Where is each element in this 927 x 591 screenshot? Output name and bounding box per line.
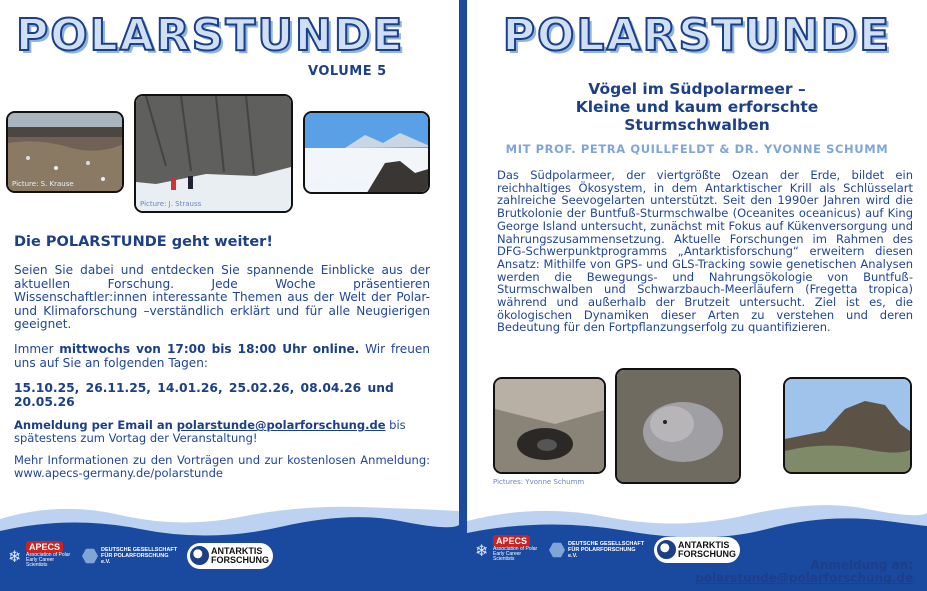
antarktis-logo-text: ANTARKTIS FORSCHUNG xyxy=(678,540,736,559)
apecs-logo xyxy=(475,535,541,565)
talk-title-line: Vögel im Südpolarmeer – xyxy=(588,80,806,98)
photo-caption: Picture: S. Krause xyxy=(12,180,74,188)
apecs-badge: APECS xyxy=(493,535,530,547)
snowflake-icon: ❄ xyxy=(475,541,489,560)
talk-title-line: Sturmschwalben xyxy=(624,116,770,134)
antarktis-logo xyxy=(187,543,273,569)
more-info-paragraph: Mehr Informationen zu den Vorträgen und zur kostenlosen Anmeldung: www.apecs-germany.de/polarstunde xyxy=(14,453,430,480)
event-dates: 15.10.25, 26.11.25, 14.01.26, 25.02.26, 08.04.26 und 20.05.26 xyxy=(14,381,394,409)
apecs-logo xyxy=(8,541,74,571)
registration-email-link[interactable]: polarstunde@polarforschung.de xyxy=(176,418,386,432)
decorative-wave xyxy=(0,481,459,591)
registration-label: Anmeldung an: xyxy=(810,558,913,572)
photo-antarctic xyxy=(303,111,430,194)
photo-caption: Picture: J. Strauss xyxy=(140,200,202,208)
section-heading: Die POLARSTUNDE geht weiter! xyxy=(14,234,273,250)
schedule-paragraph xyxy=(14,343,430,370)
antarktis-logo-text: ANTARKTIS FORSCHUNG xyxy=(211,546,269,565)
event-datetime xyxy=(818,480,915,506)
dgp-logo-text: DEUTSCHE GESELLSCHAFT FÜR POLARFORSCHUNG e.V. xyxy=(568,541,645,559)
talk-title xyxy=(467,80,927,134)
nest-photo-icon xyxy=(495,379,606,474)
photo-credit: Pictures: Yvonne Schumm xyxy=(493,478,585,486)
apecs-badge: APECS xyxy=(26,541,63,553)
globe-icon xyxy=(190,546,209,565)
right-title: POLARSTUNDE xyxy=(502,10,892,61)
photo-tundra xyxy=(6,111,124,193)
talk-abstract: Das Südpolarmeer, der viertgrößte Ozean der Erde, bildet ein reichhaltiges Ökosystem, in dem Antarktischer Krill als Schlüsselart zahlreiche Seevogelarten unterstützt. Seit den 1990er Jahren wird die Brutkolonie der Buntfuß-Sturmschwalbe (Oceanites oceanicus) auf King George Island untersucht, zunächst mit Fokus auf Kükenversorgung und Nahrungszusammensetzung. Aktuelle Forschungen im Rahmen des DFG-Schwerpunktprogramms „Antarktisforschung“ erweitern diesen Ansatz: Mithilfe von GPS- und GLS-Tracking sowie genetischen Analysen werden die Bewegungs- und Nahrungsökologie von Buntfuß-Sturmschwalben und Schwarzbauch-Meerläufern (Fregetta tropica) während und außerhalb der Brutzeit untersucht. Ziel ist es, die ökologischen Dynamiken dieser Arten zu verstehen und deren Bedeutung für den Fortpflanzungserfolg zu quantifizieren. xyxy=(497,168,913,335)
schedule-time: mittwochs von 17:00 bis 18:00 Uhr online. xyxy=(59,342,360,356)
volume-label: VOLUME 5 xyxy=(308,64,387,79)
intro-paragraph: Seien Sie dabei und entdecken Sie spannende Einblicke aus der aktuellen Forschung. Jede Woche präsentieren Wissenschaftler:innen interessante Themen aus der Welt der Polar- und Klimaforschung –verständlich erklärt und für alle Neugierigen geeignet. xyxy=(14,263,430,332)
photo-chick xyxy=(615,368,741,484)
hexagon-icon xyxy=(549,542,565,558)
talk-title-line: Kleine und kaum erforschte xyxy=(575,98,819,116)
event-date: Mi, 15.10.2025 xyxy=(818,479,915,493)
photo-mountain xyxy=(783,377,912,474)
photo-cliff xyxy=(134,94,293,213)
chick-photo-icon xyxy=(617,370,741,484)
dgp-logo xyxy=(82,547,179,565)
globe-icon xyxy=(657,540,676,559)
registration-paragraph xyxy=(14,419,430,445)
speakers-line: MIT PROF. PETRA QUILLFELDT & DR. YVONNE SCHUMM xyxy=(505,142,889,156)
photo-caption: Picture: C. Bubbe xyxy=(309,181,370,189)
right-flyer-page xyxy=(467,0,927,591)
page-divider xyxy=(459,0,467,591)
partner-logos xyxy=(8,541,273,571)
schedule-prefix: Immer xyxy=(14,342,60,356)
registration-label: Anmeldung per Email an xyxy=(14,418,177,432)
dgp-logo xyxy=(549,541,646,559)
apecs-subtitle: Association of Polar Early Career Scientists xyxy=(493,546,538,562)
event-time: 17:00 - 18:00 xyxy=(829,492,915,506)
dgp-logo-text: DEUTSCHE GESELLSCHAFT FÜR POLARFORSCHUNG e.V. xyxy=(101,547,178,565)
registration-footer xyxy=(695,559,913,585)
registration-email-link[interactable]: polarstunde@polarforschung.de xyxy=(695,571,913,585)
registration-suffix: bis spätestens zum Vortag der Veranstaltung! xyxy=(14,418,406,445)
snowflake-icon: ❄ xyxy=(8,547,22,566)
mountain-photo-icon xyxy=(785,379,912,474)
left-flyer-page xyxy=(0,0,459,591)
hexagon-icon xyxy=(82,548,98,564)
cliff-photo-icon xyxy=(136,96,293,213)
left-title: POLARSTUNDE xyxy=(16,10,405,61)
photo-nest xyxy=(493,377,606,474)
schedule-suffix: Wir freuen uns auf Sie an folgenden Tagen: xyxy=(14,342,430,370)
apecs-subtitle: Association of Polar Early Career Scientists xyxy=(26,552,71,568)
